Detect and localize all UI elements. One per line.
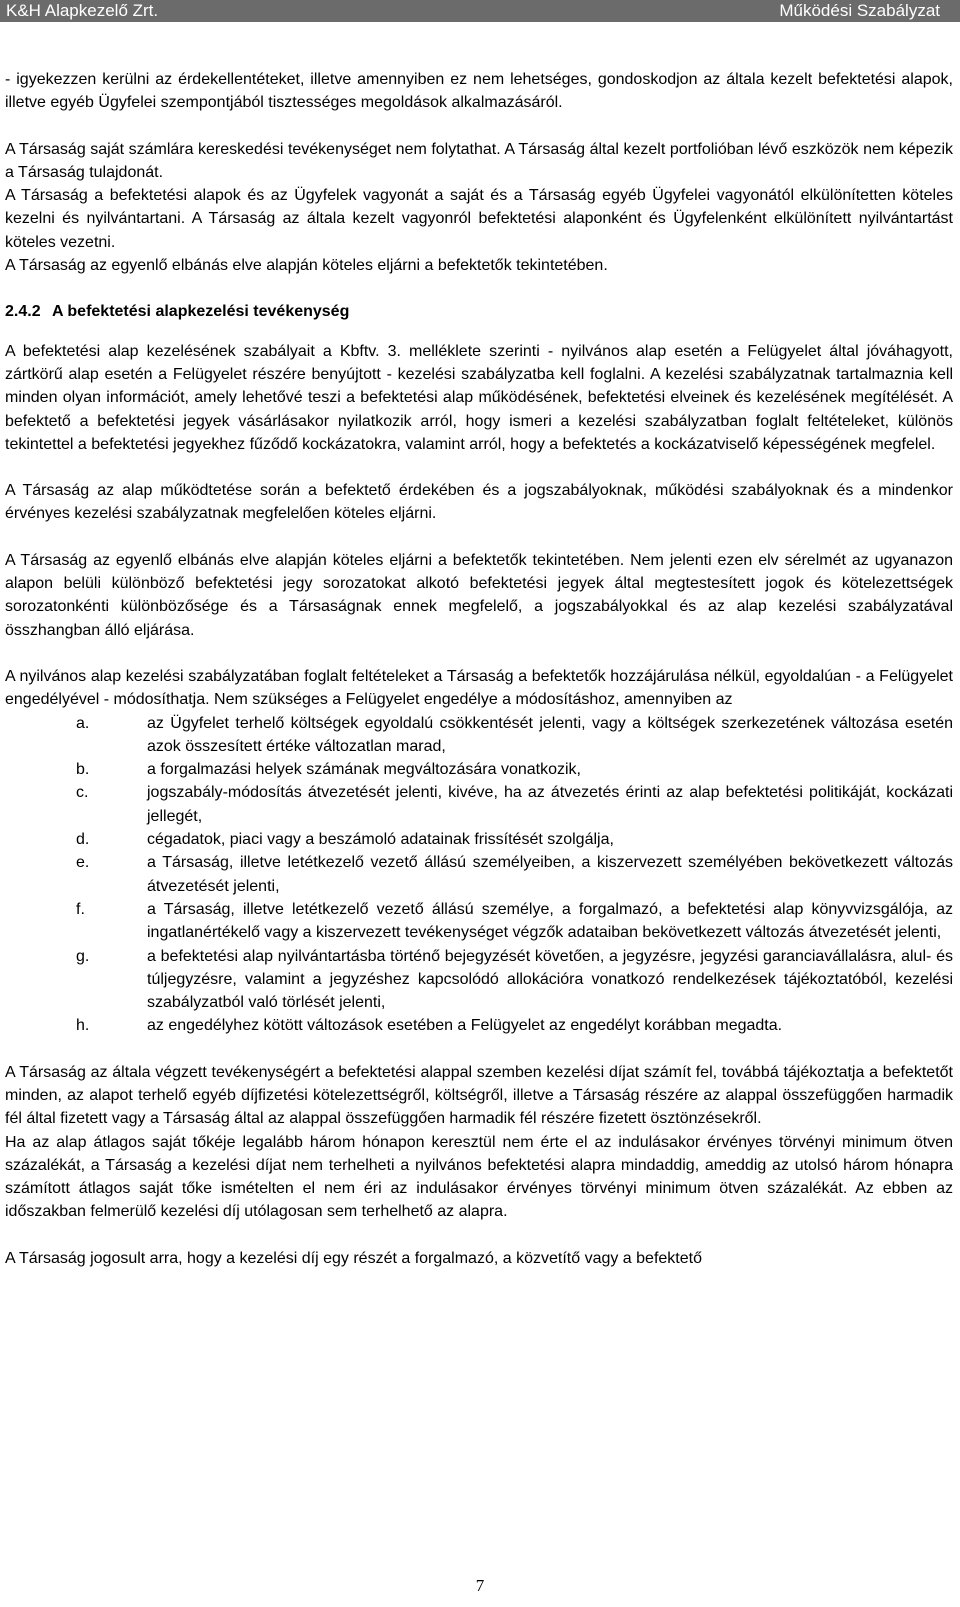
section-heading (5, 300, 953, 323)
list-marker: c. (76, 784, 89, 802)
list-marker: a. (76, 714, 90, 732)
list-text: cégadatok, piaci vagy a beszámoló adatainak frissítését szolgálja, (147, 831, 614, 849)
paragraph: A Társaság az alap működtetése során a befektető érdekében és a jogszabályoknak, működési szabályoknak és a mindenkor érvényes kezelési szabályzatnak megfelelően köteles eljárni. (5, 482, 953, 523)
list-marker: b. (76, 761, 90, 779)
list-item (5, 712, 953, 759)
list-text: a Társaság, illetve letétkezelő vezető állású személye, a forgalmazó, a befektetési alap könyvvizsgálója, az ingatlanértékelő vagy a kiszervezett tevékenységet végzők adataiban bekövetkezett változás átvezetését jelenti, (147, 900, 953, 942)
list-text: az engedélyhez kötött változások esetében a Felügyelet az engedélyt korábban megadta. (147, 1017, 783, 1035)
list-marker: g. (76, 947, 90, 965)
condition-list (5, 712, 953, 1038)
list-item (5, 851, 953, 898)
paragraph: A Társaság az egyenlő elbánás elve alapján köteles eljárni a befektetők tekintetében. (5, 257, 608, 275)
paragraph: A Társaság az egyenlő elbánás elve alapján köteles eljárni a befektetők tekintetében. Nem jelenti ezen elv sérelmét az ugyanazon alapon belüli különböző befektetési jegy sorozatokat alkotó befektetési jegyek által megtestesített jogok és kötelezettségek sorozatonkénti különbözősége és a Társaságnak ennek megfelelő, a jogszabályokkal és az alap kezelési szabályzatával összhangban álló eljárása. (5, 551, 953, 639)
paragraph: A befektetési alap kezelésének szabályait a Kbftv. 3. melléklete szerinti - nyilvános alap esetén a Felügyelet által jóváhagyott, zártkörű alap esetén a Felügyelet részére benyújtott - kezelési szabályzatba kell foglalni. A kezelési szabályzatnak tartalmaznia kell minden olyan információt, amely lehetővé teszi a befektetési alap működésének, befektetési elveinek és kezelésének megítélését. A befektető a befektetési jegyek vásárlásakor nyilatkozik arról, hogy ismeri a kezelési szabályzatban foglalt feltételeket, különös tekintettel a befektetési jegyekhez fűződő kockázatokra, valamint arról, hogy a befektetés a kockázatviselő képességének megfelel. (5, 342, 953, 453)
list-text: a befektetési alap nyilvántartásba történő bejegyzését követően, a jegyzésre, jegyzési garanciavállalásra, alul- és túljegyzésre, valamint a jegyzéshez kapcsolódó allokációra vonatkozó rendelkezések tájékoztatóból, kezelési szabályzatból való törlését jelenti, (147, 947, 953, 1012)
company-name: K&H Alapkezelő Zrt. (6, 1, 159, 20)
document-title: Működési Szabályzat (779, 1, 940, 20)
paragraph: A Társaság az általa végzett tevékenységért a befektetési alappal szemben kezelési díjat számít fel, továbbá tájékoztatja a befektetőt minden, az alapot terhelő egyéb díjfizetési kötelezettségről, költségről, illetve a Társaság részére az alappal összefüggően harmadik fél által fizetett vagy a Társaság által az alappal összefüggően harmadik fél részére fizetett ösztönzésekről. (5, 1063, 953, 1128)
list-marker: e. (76, 854, 90, 872)
list-item (5, 1014, 953, 1037)
paragraph: A Társaság a befektetési alapok és az Ügyfelek vagyonát a saját és a Társaság egyéb Ügyfelei vagyonától elkülönítetten köteles kezelni és nyilvántartani. A Társaság az általa kezelt vagyonról befektetési alaponként és Ügyfelenként elkülönített nyilvántartást köteles vezetni. (5, 187, 953, 251)
paragraph: A nyilvános alap kezelési szabályzatában foglalt feltételeket a Társaság a befektetők hozzájárulása nélkül, egyoldalúan - a Felügyelet engedélyével - módosíthatja. Nem szükséges a Felügyelet engedélye a módosításhoz, amennyiben az (5, 667, 953, 709)
list-marker: d. (76, 831, 90, 849)
paragraph: Ha az alap átlagos saját tőkéje legalább három hónapon keresztül nem érte el az indulásakor érvényes törvényi minimum ötven százalékát, a Társaság a kezelési díjat nem terhelheti a nyilvános befektetési alapra mindaddig, ameddig az utolsó három hónapra számított átlagos saját tőke ismételten el nem éri az indulásakor érvényes törvényi minimum ötven százalékát. Az ebben az időszakban felmerülő kezelési díj utólagosan sem terhelhető az alapra. (5, 1133, 953, 1221)
list-item (5, 758, 953, 781)
paragraph: A Társaság jogosult arra, hogy a kezelési díj egy részét a forgalmazó, a közvetítő vagy a befektető (5, 1249, 702, 1267)
document-body (5, 68, 953, 1270)
list-text: az Ügyfelet terhelő költségek egyoldalú csökkentését jelenti, vagy a költségek szerkezetének változása esetén azok összesített értéke változatlan marad, (147, 714, 953, 755)
paragraph: A Társaság saját számlára kereskedési tevékenységet nem folytathat. A Társaság által kezelt portfolióban lévő eszközök nem képezik a Társaság tulajdonát. (5, 140, 953, 181)
section-title: A befektetési alapkezelési tevékenység (52, 303, 350, 321)
list-text: a Társaság, illetve letétkezelő vezető állású személyeiben, a kiszervezett személyében bekövetkezett változás átvezetését jelenti, (147, 854, 953, 895)
section-number: 2.4.2 (5, 303, 41, 321)
page-number: 7 (475, 1576, 485, 1595)
list-item (5, 828, 953, 851)
list-marker: h. (76, 1017, 90, 1035)
paragraph: - igyekezzen kerülni az érdekellentéteket, illetve amennyiben ez nem lehetséges, gondoskodjon az általa kezelt befektetési alapok, illetve egyéb Ügyfelei szempontjából tisztességes megoldások alkalmazásáról. (5, 71, 953, 112)
page-header (0, 0, 960, 22)
list-text: a forgalmazási helyek számának megváltozására vonatkozik, (147, 761, 581, 779)
list-marker: f. (76, 900, 85, 918)
list-text: jogszabály-módosítás átvezetését jelenti, kivéve, ha az átvezetés érinti az alap befektetési politikáját, kockázati jellegét, (147, 784, 953, 825)
list-item (5, 898, 953, 945)
list-item (5, 945, 953, 1015)
list-item (5, 781, 953, 828)
